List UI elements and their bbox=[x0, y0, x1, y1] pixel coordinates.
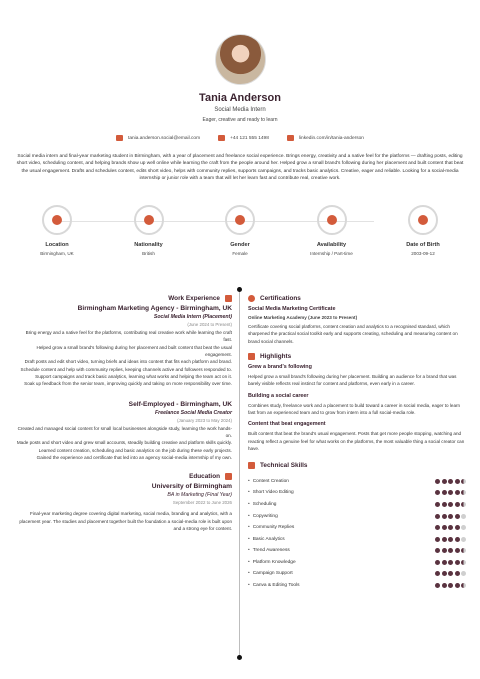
highlights-section bbox=[248, 353, 466, 452]
rating-pip bbox=[435, 571, 440, 576]
rating-pip bbox=[435, 537, 440, 542]
rating-pip bbox=[435, 525, 440, 530]
highlight-title: Content that beat engagement bbox=[248, 421, 326, 428]
column-divider bbox=[239, 291, 240, 657]
highlights-heading-text: Highlights bbox=[260, 353, 292, 361]
rating-pip bbox=[442, 583, 447, 588]
skill-rating bbox=[435, 560, 466, 565]
profile-photo bbox=[215, 34, 266, 85]
info-location bbox=[18, 205, 96, 256]
toolbox-icon bbox=[248, 462, 255, 469]
info-gender bbox=[201, 205, 279, 256]
job-line: Draft posts and edit short video, turning briefs and ideas into content that fits each platform and brand. bbox=[24, 359, 232, 365]
rating-pip bbox=[442, 571, 447, 576]
rating-pip bbox=[435, 490, 440, 495]
rating-pip bbox=[448, 560, 453, 565]
candidate-tagline: Eager, creative and ready to learn bbox=[202, 117, 278, 123]
location-icon bbox=[52, 215, 62, 225]
education-description: Final-year marketing degree covering digital marketing, social media, branding and analytics, with a placement year. The studies and placement together built the foundation a social-media role is built upon and a strong eye for content. bbox=[19, 511, 232, 532]
skill-name: • Content Creation bbox=[248, 479, 289, 484]
job-line: Bring energy and a native feel for the platforms, contributing real creative work while learning the craft fast. bbox=[25, 330, 232, 343]
rating-pip bbox=[461, 525, 466, 530]
rating-pip bbox=[435, 514, 440, 519]
job-line: Support campaigns and track basic analytics, learning what works and helping the team act on it. bbox=[35, 374, 232, 380]
certificate-icon bbox=[248, 295, 255, 302]
cake-icon bbox=[418, 215, 428, 225]
rating-pip bbox=[461, 537, 466, 542]
experience-heading-text: Work Experience bbox=[168, 295, 220, 302]
education-date: September 2022 to June 2026 bbox=[172, 500, 232, 506]
certification-title: Social Media Marketing Certificate bbox=[248, 306, 336, 312]
job-date: (January 2023 to May 2024) bbox=[177, 417, 232, 423]
job-position: Freelance Social Media Creator bbox=[155, 409, 232, 416]
contact-phone-text: +44 121 555 1498 bbox=[230, 135, 269, 141]
job-line: Gained the experience and certificate that led into an agency social-media internship of my own. bbox=[36, 455, 232, 461]
info-value: British bbox=[142, 251, 155, 256]
job-description bbox=[16, 329, 232, 388]
phone-icon bbox=[218, 135, 225, 141]
skill-row bbox=[248, 580, 466, 592]
skill-row bbox=[248, 522, 466, 534]
right-column bbox=[248, 295, 466, 591]
divider-top-dot bbox=[237, 287, 242, 292]
rating-pip bbox=[461, 490, 466, 495]
skill-row bbox=[248, 487, 466, 499]
job-line: Helped grow a small brand's following during her placement and built content that beat the usual engagement. bbox=[36, 344, 232, 358]
certifications-heading bbox=[248, 295, 466, 302]
info-value: Female bbox=[232, 251, 248, 256]
rating-pip bbox=[455, 537, 460, 542]
skill-row bbox=[248, 499, 466, 511]
skill-row bbox=[248, 533, 466, 545]
job-line: Schedule content and help with community replies, keeping channels active and followers responded to. bbox=[20, 366, 232, 372]
contact-bar bbox=[0, 135, 480, 141]
skill-name: • Trend Awareness bbox=[248, 548, 290, 553]
skills-heading-text: Technical Skills bbox=[260, 462, 308, 470]
star-icon bbox=[248, 353, 255, 360]
skills-heading bbox=[248, 462, 466, 469]
highlight-title: Grew a brand's following bbox=[248, 364, 312, 371]
info-label: Date of Birth bbox=[406, 242, 440, 248]
skill-rating bbox=[435, 537, 466, 542]
skills-list bbox=[248, 475, 466, 591]
job-org: Self-Employed - Birmingham, UK bbox=[128, 400, 232, 408]
job-line: Soak up feedback from the senior team, improving quickly and taking on more responsibility over time. bbox=[24, 381, 232, 387]
info-value: 2003-09-12 bbox=[411, 251, 435, 256]
info-label: Availability bbox=[316, 242, 347, 248]
education-heading-text: Education bbox=[189, 473, 220, 481]
rating-pip bbox=[455, 479, 460, 484]
job-position: Social Media Intern (Placement) bbox=[153, 314, 232, 320]
rating-pip bbox=[461, 548, 466, 553]
skill-row bbox=[248, 545, 466, 557]
rating-pip bbox=[455, 548, 460, 553]
candidate-name: Tania Anderson bbox=[199, 92, 281, 104]
contact-email-text: tania.anderson.social@email.com bbox=[128, 135, 201, 141]
skill-name: • Community Replies bbox=[248, 525, 294, 530]
rating-pip bbox=[448, 502, 453, 507]
skill-row bbox=[248, 557, 466, 569]
contact-phone[interactable] bbox=[218, 135, 269, 141]
candidate-role: Social Media Intern bbox=[214, 107, 266, 113]
skill-rating bbox=[435, 502, 466, 507]
skill-rating bbox=[435, 571, 466, 576]
flag-icon bbox=[144, 215, 154, 225]
rating-pip bbox=[448, 537, 453, 542]
skill-rating bbox=[435, 514, 466, 519]
profile-summary: Social media intern and final-year marketing student in Birmingham, with a year of placement and freelance social experience. Brings energy, creativity and a native feel for the platforms — drafting posts, editing short video, scheduling content, and helping brands show up well online while learning the craft from the people around her. Helped grow a small brand's following during her placement and built content that beat the usual engagement. Drafts and schedules content, edits short video, helps with community replies, supports campaigns, and tracks basic analytics. Creative, eager and reliable. Looking for a social-media internship or junior role with a team that will let her learn fast and contribute real, creative work. bbox=[16, 154, 464, 182]
job-entry bbox=[16, 401, 232, 462]
skill-rating bbox=[435, 490, 466, 495]
contact-email[interactable] bbox=[116, 135, 200, 141]
info-value: Internship / Part-time bbox=[310, 251, 353, 256]
skill-name: • Canva & Editing Tools bbox=[248, 583, 300, 588]
rating-pip bbox=[461, 560, 466, 565]
education-degree: BA in Marketing (Final Year) bbox=[167, 492, 232, 499]
divider-bottom-dot bbox=[237, 655, 242, 660]
rating-pip bbox=[442, 479, 447, 484]
rating-pip bbox=[461, 571, 466, 576]
rating-pip bbox=[461, 479, 466, 484]
skill-name: • Platform Knowledge bbox=[248, 560, 296, 565]
skill-row bbox=[248, 510, 466, 522]
job-line: Created and managed social content for small local businesses alongside study, learning the work hands-on. bbox=[17, 425, 232, 439]
job-date: (June 2024 to Present) bbox=[187, 322, 232, 327]
highlight-text: Helped grow a small brand's following during her placement. Building an audience for a brand that was barely visible reflects real instinct for content and platforms, even early in a career. bbox=[248, 374, 457, 387]
skill-name: • Copywriting bbox=[248, 514, 278, 519]
rating-pip bbox=[442, 525, 447, 530]
skill-rating bbox=[435, 583, 466, 588]
rating-pip bbox=[448, 583, 453, 588]
info-label: Gender bbox=[230, 242, 250, 248]
rating-pip bbox=[448, 490, 453, 495]
highlights-heading bbox=[248, 353, 466, 360]
rating-pip bbox=[461, 583, 466, 588]
experience-section bbox=[16, 295, 232, 533]
rating-pip bbox=[448, 525, 453, 530]
education-heading bbox=[16, 473, 232, 480]
info-value: Birmingham, UK bbox=[40, 251, 74, 256]
education-org: University of Birmingham bbox=[151, 483, 232, 491]
highlight-title: Building a social career bbox=[248, 392, 309, 399]
skill-rating bbox=[435, 525, 466, 530]
certification-issuer: Online Marketing Academy (June 2023 to Present) bbox=[248, 315, 358, 320]
skill-rating bbox=[435, 548, 466, 553]
rating-pip bbox=[455, 583, 460, 588]
rating-pip bbox=[442, 502, 447, 507]
rating-pip bbox=[455, 490, 460, 495]
rating-pip bbox=[455, 502, 460, 507]
highlight-text: Combines study, freelance work and a placement to build toward a career in social media, eager to learn fast from an experienced team and to grow from intern into a full social-media role. bbox=[248, 402, 461, 416]
rating-pip bbox=[461, 514, 466, 519]
graduation-cap-icon bbox=[225, 473, 232, 480]
info-label: Nationality bbox=[134, 242, 163, 248]
rating-pip bbox=[435, 479, 440, 484]
rating-pip bbox=[435, 583, 440, 588]
person-icon bbox=[235, 215, 245, 225]
hourglass-icon bbox=[327, 215, 337, 225]
certification-description: Certificate covering social platforms, content creation and analytics to a recognised standard, which sharpened the practical social toolkit early and supports creating, scheduling and measuring content on brand social channels. bbox=[248, 324, 458, 344]
skill-row bbox=[248, 568, 466, 580]
personal-info-row bbox=[18, 205, 462, 256]
info-availability bbox=[293, 205, 371, 256]
certifications-heading-text: Certifications bbox=[260, 295, 301, 302]
job-entry bbox=[16, 305, 232, 388]
skill-rating bbox=[435, 479, 466, 484]
skill-name: • Scheduling bbox=[248, 502, 276, 507]
skill-row bbox=[248, 475, 466, 487]
rating-pip bbox=[455, 571, 460, 576]
rating-pip bbox=[448, 514, 453, 519]
briefcase-icon bbox=[225, 295, 232, 302]
info-date-of-birth bbox=[384, 205, 462, 256]
skill-name: • Short Video Editing bbox=[248, 490, 294, 495]
contact-linkedin[interactable] bbox=[287, 135, 364, 141]
rating-pip bbox=[442, 514, 447, 519]
rating-pip bbox=[448, 571, 453, 576]
email-icon bbox=[116, 135, 123, 141]
rating-pip bbox=[435, 502, 440, 507]
rating-pip bbox=[461, 502, 466, 507]
rating-pip bbox=[442, 490, 447, 495]
rating-pip bbox=[435, 560, 440, 565]
skill-name: • Campaign Support bbox=[248, 571, 293, 576]
skills-section bbox=[248, 462, 466, 591]
job-org: Birmingham Marketing Agency - Birmingham, UK bbox=[77, 305, 232, 312]
info-nationality bbox=[110, 205, 188, 256]
contact-linkedin-text: linkedin.com/in/tania-anderson bbox=[298, 135, 364, 141]
linkedin-icon bbox=[287, 135, 294, 141]
rating-pip bbox=[448, 479, 453, 484]
rating-pip bbox=[455, 525, 460, 530]
rating-pip bbox=[442, 537, 447, 542]
info-label: Location bbox=[45, 242, 69, 248]
certifications-section bbox=[248, 295, 466, 345]
education-section bbox=[16, 473, 232, 532]
rating-pip bbox=[442, 560, 447, 565]
skill-name: • Basic Analytics bbox=[248, 537, 285, 542]
highlight-text: Built content that beat the brand's usual engagement. Posts that get more people stopping, watching and reacting reflect a genuine feel for what works on the platforms, the most valuable thing a social creator can have. bbox=[248, 431, 465, 452]
rating-pip bbox=[435, 548, 440, 553]
job-line: Learned content creation, scheduling and basic analytics on the job during these early projects. bbox=[38, 447, 232, 453]
experience-heading bbox=[16, 295, 232, 302]
job-description bbox=[16, 425, 232, 462]
rating-pip bbox=[442, 548, 447, 553]
rating-pip bbox=[455, 560, 460, 565]
rating-pip bbox=[455, 514, 460, 519]
job-line: Made posts and short video and grew small accounts, steadily building creative and platform skills quickly. bbox=[16, 440, 232, 446]
rating-pip bbox=[448, 548, 453, 553]
